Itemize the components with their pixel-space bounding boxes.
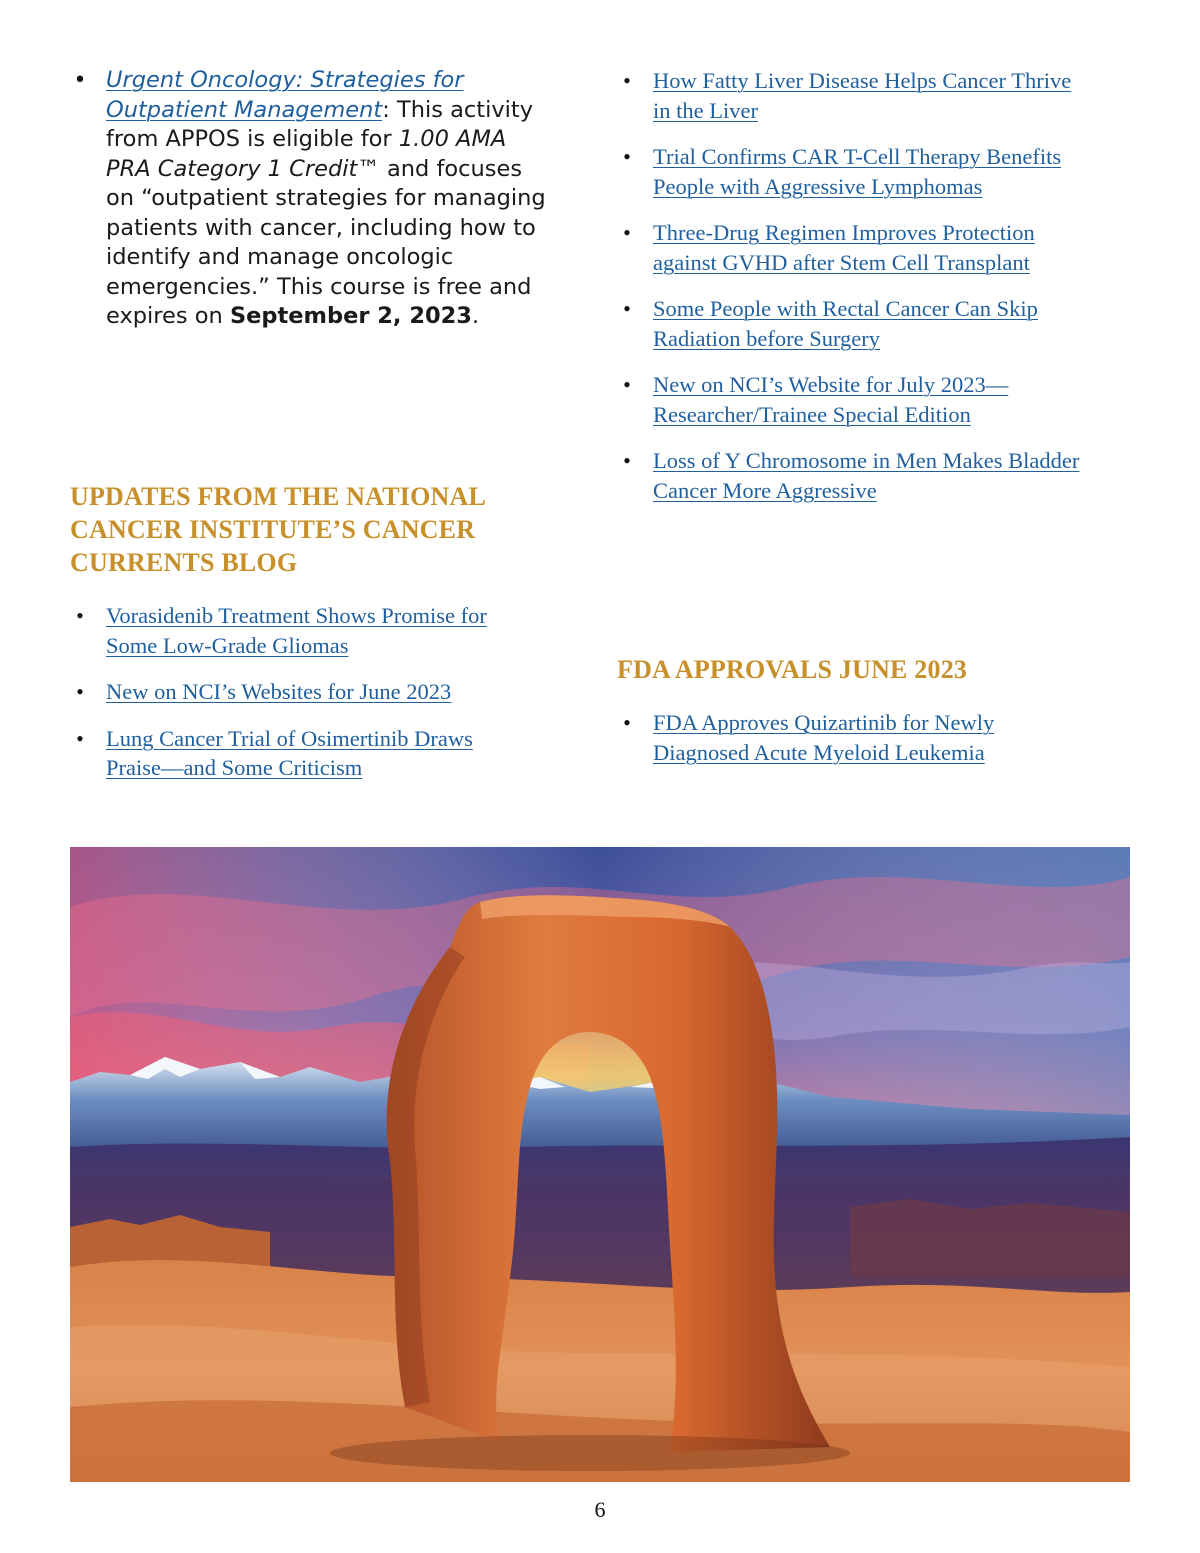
list-item (70, 601, 550, 660)
vorasidenib-link[interactable] (106, 603, 487, 658)
bullet-icon: • (623, 68, 631, 93)
link-line: Urgent Oncology: Strategies for (106, 67, 464, 93)
bullet-icon: • (76, 725, 84, 751)
link-line: New on NCI’s Websites for June 2023 (106, 679, 452, 704)
fda-approvals-list (617, 708, 1137, 767)
link-line: Cancer More Aggressive (653, 477, 877, 503)
y-chromosome-link[interactable] (653, 448, 1079, 503)
link-line: Loss of Y Chromosome in Men Makes Bladder (653, 448, 1080, 473)
nci-section (70, 480, 550, 800)
page-number: 6 (594, 1497, 606, 1522)
bullet-icon: • (623, 710, 631, 735)
list-item (617, 294, 1137, 353)
link-line: Radiation before Surgery (653, 325, 881, 351)
heading-line: CANCER INSTITUTE’S CANCER (70, 515, 476, 544)
landscape-illustration (70, 847, 1130, 1482)
intro-text: : This activity from APPOS is eligible for (106, 96, 534, 152)
nci-blog-list (70, 601, 550, 783)
left-column (70, 66, 550, 780)
bullet-icon: • (73, 68, 87, 93)
link-line: Researcher/Trainee Special Edition (653, 401, 971, 427)
link-line: Trial Confirms CAR T-Cell Therapy Benefits (653, 144, 1062, 169)
rectal-cancer-link[interactable] (653, 296, 1038, 351)
bullet-icon: • (623, 296, 631, 321)
link-line: against GVHD after Stem Cell Transplant (653, 249, 1030, 275)
link-line: Diagnosed Acute Myeloid Leukemia (653, 739, 985, 765)
bullet-icon: • (623, 220, 631, 245)
fatty-liver-link[interactable] (653, 68, 1071, 123)
fda-section (617, 653, 1137, 784)
list-item (617, 66, 1137, 125)
credit-text: 1.00 AMA PRA Category 1 Credit™ (106, 126, 507, 182)
osimertinib-link[interactable] (106, 726, 473, 781)
link-line: Some People with Rectal Cancer Can Skip (653, 296, 1038, 321)
bullet-icon: • (623, 372, 631, 397)
fda-section-heading: FDA APPROVALS JUNE 2023 (617, 655, 968, 684)
list-item (70, 677, 550, 707)
quizartinib-link[interactable] (653, 710, 994, 765)
list-item (70, 66, 550, 332)
car-t-cell-link[interactable] (653, 144, 1061, 199)
link-line: Vorasidenib Treatment Shows Promise for (106, 603, 487, 628)
bullet-icon: • (623, 448, 631, 473)
nci-june-websites-link[interactable] (106, 679, 451, 704)
nci-section-heading (70, 480, 550, 579)
link-line: in the Liver (653, 97, 758, 123)
heading-line: UPDATES FROM THE NATIONAL (70, 482, 486, 511)
list-item (617, 218, 1137, 277)
intro-list (70, 66, 550, 332)
link-line: Outpatient Management (106, 96, 383, 123)
bullet-icon: • (76, 603, 84, 628)
link-line: People with Aggressive Lymphomas (653, 173, 983, 199)
intro-text: . (471, 303, 480, 329)
link-line: Three-Drug Regimen Improves Protection (653, 220, 1035, 245)
bullet-icon: • (623, 144, 631, 169)
nci-july-website-link[interactable] (653, 372, 1008, 427)
heading-line: CURRENTS BLOG (70, 548, 298, 577)
link-line: FDA Approves Quizartinib for Newly (653, 710, 995, 735)
list-item (617, 142, 1137, 201)
link-line: Lung Cancer Trial of Osimertinib Draws (106, 725, 473, 751)
link-line: Praise—and Some Criticism (106, 755, 363, 780)
link-line: How Fatty Liver Disease Helps Cancer Thrive (653, 68, 1072, 93)
gvhd-regimen-link[interactable] (653, 220, 1035, 275)
intro-text: and focuses on “outpatient strategies for managing patients with cancer, including how to identify and manage oncologic emergencies.” This course is free and expires on (106, 155, 546, 329)
list-item (70, 724, 550, 783)
list-item (617, 446, 1137, 505)
right-column (617, 66, 1137, 765)
link-line: New on NCI’s Website for July 2023— (653, 372, 1009, 397)
list-item (617, 708, 1137, 767)
delicate-arch-photo (70, 847, 1130, 1482)
expiry-date: September 2, 2023 (229, 303, 472, 329)
list-item (617, 370, 1137, 429)
bullet-icon: • (76, 679, 84, 704)
link-line: Some Low-Grade Gliomas (106, 632, 349, 658)
nci-blog-list-continued (617, 66, 1137, 505)
